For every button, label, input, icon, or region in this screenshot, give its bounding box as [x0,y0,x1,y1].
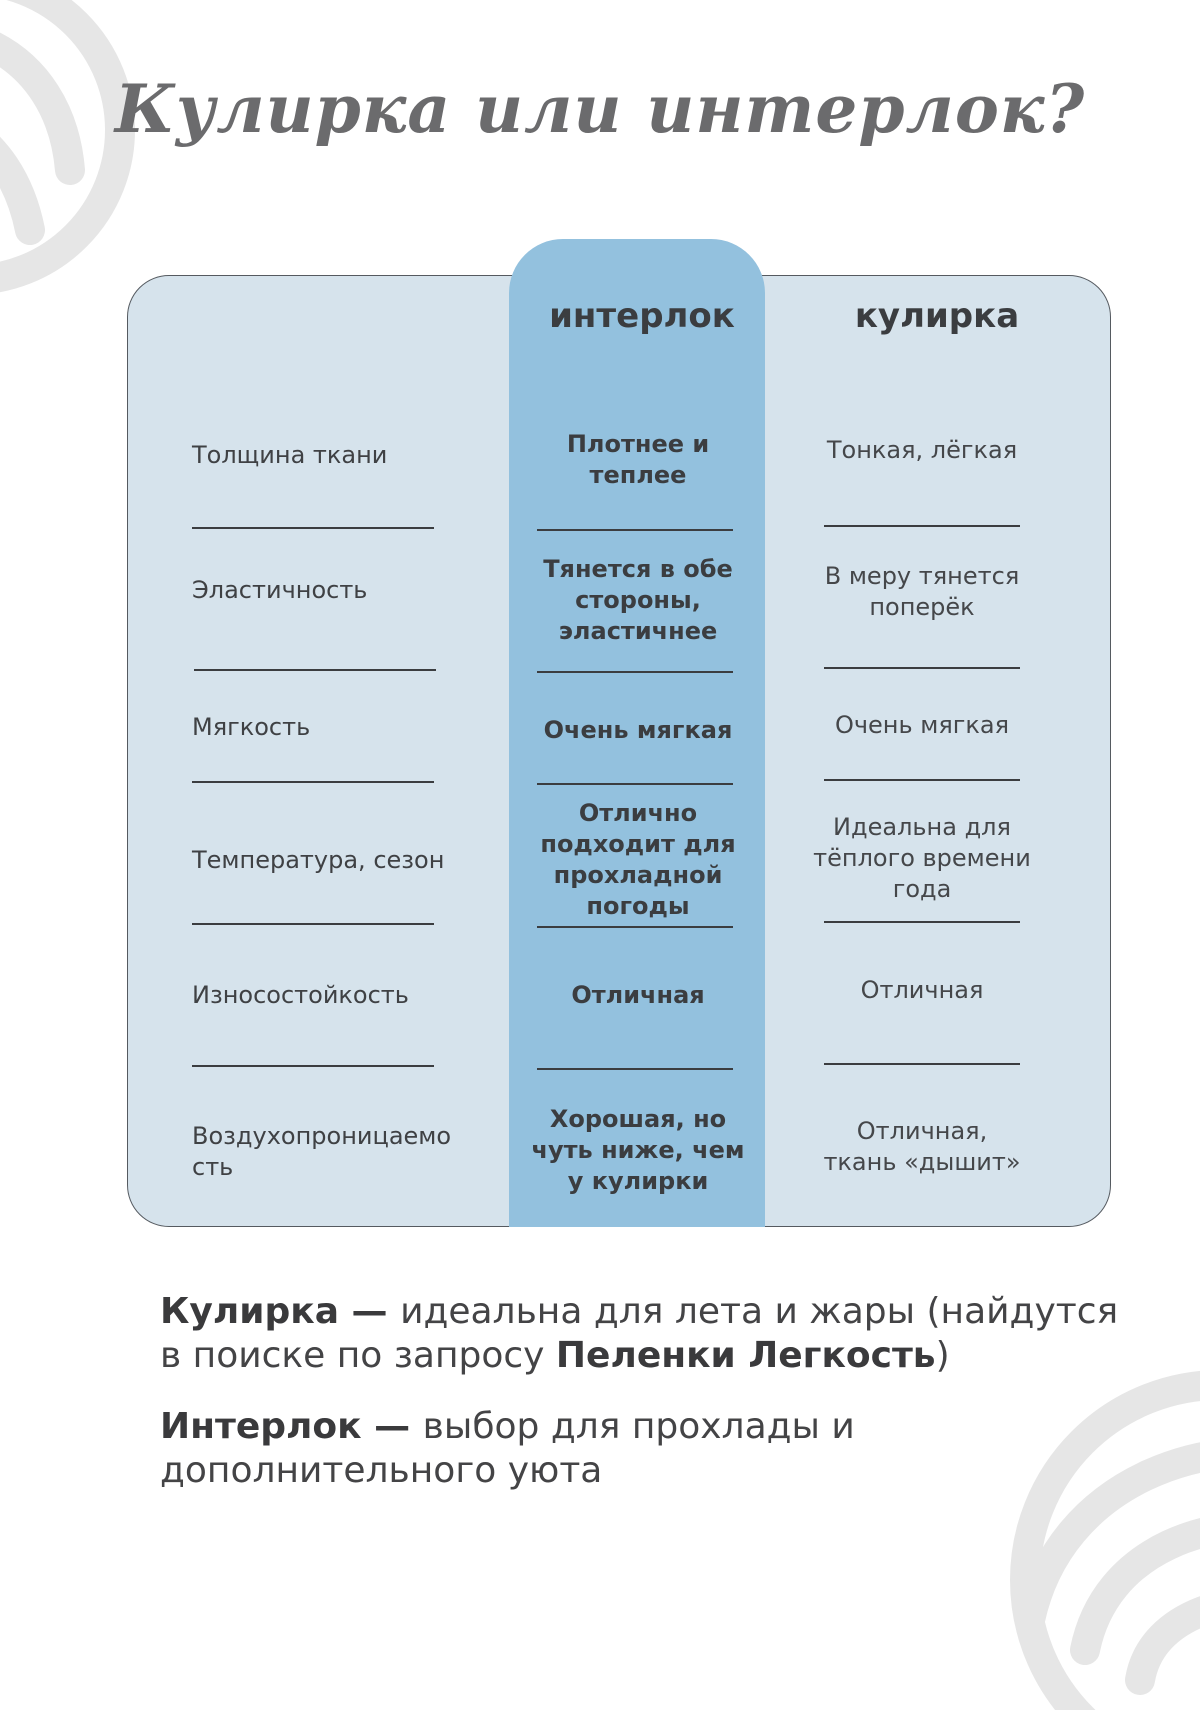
row-divider [824,525,1020,527]
column-header-kulirka: кулирка [854,296,1020,336]
summary-text: идеальна для лета и жары (найдутся в поиске по запросу [160,1291,1119,1376]
yarn-logo-icon [990,1350,1200,1710]
row-label: Температура, сезон [192,845,445,874]
kulirka-value: Отличная, ткань «дышит» [823,1117,1021,1176]
row-divider [537,671,733,673]
interlock-value: Отличная [571,980,705,1009]
summary-interlock [160,1405,920,1493]
row-divider [537,926,733,928]
summary-dash: — [338,1291,401,1332]
kulirka-value: Очень мягкая [834,710,1010,739]
row-label: Толщина ткани [192,440,388,469]
row-divider [537,783,733,785]
row-label: Мягкость [192,712,311,741]
row-divider [824,1063,1020,1065]
interlock-value: Тянется в обе стороны, эластичнее [543,554,733,645]
row-label: Эластичность [192,575,368,604]
row-divider [824,921,1020,923]
search-query: Пеленки Легкость [555,1335,936,1376]
yarn-logo-icon [0,0,170,320]
kulirka-value: Тонкая, лёгкая [826,435,1018,464]
row-divider [192,781,434,783]
summary-term: Кулирка [160,1291,339,1332]
summary-dash: — [361,1406,423,1447]
row-divider [194,669,436,671]
row-label: Износостойкость [192,980,409,1009]
summary-term: Интерлок [160,1406,362,1447]
row-divider [192,527,434,529]
summary-text: выбор для прохлады и дополнительного уюта [160,1406,855,1491]
summary-kulirka [160,1290,1150,1378]
summary-tail: ) [935,1335,950,1376]
row-divider [537,529,733,531]
row-divider [192,923,434,925]
row-divider [824,667,1020,669]
column-header-interlock: интерлок [549,296,735,336]
page-title: Кулирка или интерлок? [114,70,1086,148]
row-divider [192,1065,434,1067]
interlock-value: Хорошая, но чуть ниже, чем у кулирки [531,1104,745,1195]
kulirka-value: Отличная [860,975,984,1004]
row-divider [537,1068,733,1070]
row-label: Воздухопроницаемость [192,1122,452,1181]
kulirka-value: В меру тянется поперёк [824,562,1020,621]
interlock-value: Плотнее и теплее [566,430,710,489]
interlock-value: Очень мягкая [543,715,733,744]
kulirka-value: Идеальна для тёплого времени года [813,812,1031,903]
row-divider [824,779,1020,781]
interlock-value: Отлично подходит для прохладной погоды [540,799,736,920]
